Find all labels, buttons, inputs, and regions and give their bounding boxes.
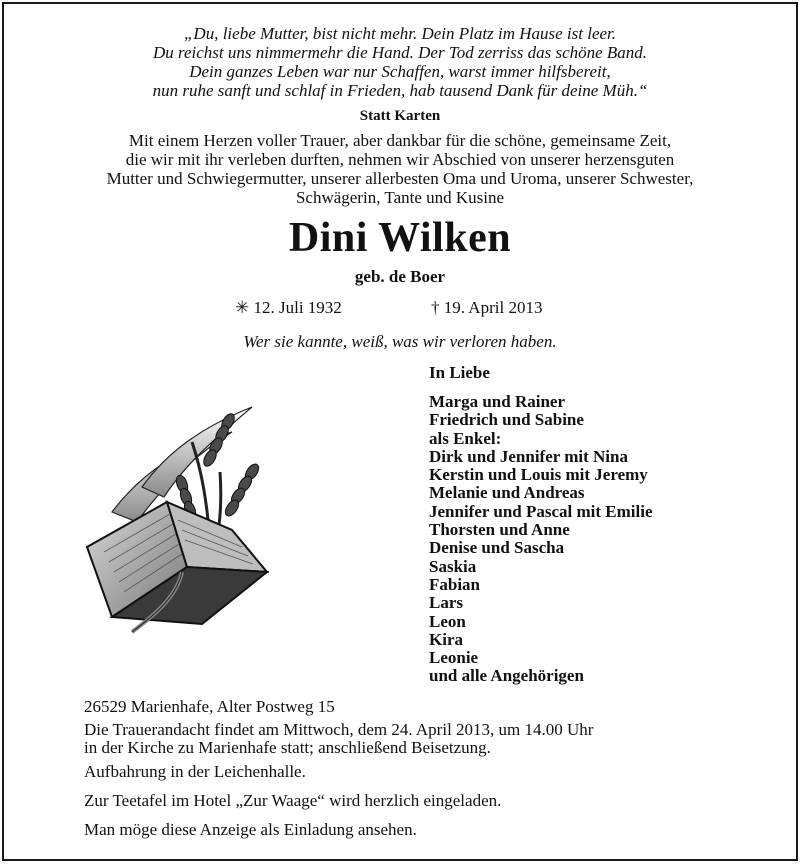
open-book-with-wheat-icon <box>82 402 278 634</box>
mourner-entry: Dirk und Jennifer mit Nina <box>429 446 628 466</box>
mourner-entry: Marga und Rainer <box>429 392 565 411</box>
service-line: in der Kirche zu Marienhafe statt; anschließend Beisetzung. <box>84 738 491 757</box>
birth-star-icon: ✳ <box>235 298 250 317</box>
mourner-entry: Jennifer und Pascal mit Emilie <box>429 501 653 521</box>
poem-line: Du reichst uns nimmermehr die Hand. Der Tod zerriss das schöne Band. <box>152 43 648 62</box>
mourner-entry: als Enkel: <box>429 428 502 448</box>
mourner-entry: Denise und Sascha <box>429 538 565 558</box>
tea-invitation: Zur Teetafel im Hotel „Zur Waage“ wird herzlich eingeladen. <box>84 791 502 810</box>
address: 26529 Marienhafe, Alter Postweg 15 <box>84 697 335 716</box>
death-cross-icon: † <box>431 298 440 317</box>
intro-line: die wir mit ihr verleben durften, nehmen wir Abschied von unserer herzensguten <box>125 150 675 169</box>
maiden-name: geb. de Boer <box>354 267 446 286</box>
mourner-entry: Lars <box>429 593 463 613</box>
poem-line: „Du, liebe Mutter, bist nicht mehr. Dein Platz im Hause ist leer. <box>183 24 617 43</box>
service-line: Die Trauerandacht findet am Mittwoch, dem 24. April 2013, um 14.00 Uhr <box>84 720 594 739</box>
wake-info: Aufbahrung in der Leichenhalle. <box>84 762 306 781</box>
memorial-poem <box>4 24 796 100</box>
obituary-notice <box>2 2 798 861</box>
poem-line: Dein ganzes Leben war nur Schaffen, warst immer hilfsbereit, <box>189 62 611 81</box>
intro-line: Mutter und Schwiegermutter, unserer allerbesten Oma und Uroma, unserer Schwester, <box>106 169 694 188</box>
intro-line: Schwägerin, Tante und Kusine <box>295 188 505 207</box>
footer-info <box>84 697 593 840</box>
deceased-name: Dini Wilken <box>288 215 512 261</box>
mourner-entry: Thorsten und Anne <box>429 520 570 540</box>
mourner-entry: Friedrich und Sabine <box>429 410 584 430</box>
in-liebe-heading: In Liebe <box>429 363 490 382</box>
birth-date <box>235 298 342 318</box>
mourner-entry: Fabian <box>429 574 481 594</box>
service-info <box>84 721 593 757</box>
birth-date-text: 12. Juli 1932 <box>253 298 342 317</box>
mourner-entry: Leon <box>429 611 466 631</box>
mourner-entry: Leonie <box>429 648 479 668</box>
mourner-entry: und alle Angehörigen <box>429 666 584 686</box>
motto: Wer sie kannte, weiß, was wir verloren haben. <box>243 332 557 351</box>
mourner-entry: Melanie und Andreas <box>429 483 585 503</box>
intro-text <box>4 131 796 207</box>
poem-line: nun ruhe sanft und schlaf in Frieden, hab tausend Dank für deine Müh.“ <box>152 81 648 100</box>
mourners-list <box>429 393 653 686</box>
statt-karten-heading: Statt Karten <box>359 108 441 124</box>
intro-line: Mit einem Herzen voller Trauer, aber dankbar für die schöne, gemeinsame Zeit, <box>128 131 672 150</box>
mourner-entry: Kira <box>429 629 463 649</box>
mourner-entry: Saskia <box>429 556 477 576</box>
mourner-entry: Kerstin und Louis mit Jeremy <box>429 465 648 485</box>
invitation-note: Man möge diese Anzeige als Einladung ansehen. <box>84 820 417 839</box>
death-date-text: 19. April 2013 <box>443 298 543 317</box>
death-date <box>431 298 542 318</box>
